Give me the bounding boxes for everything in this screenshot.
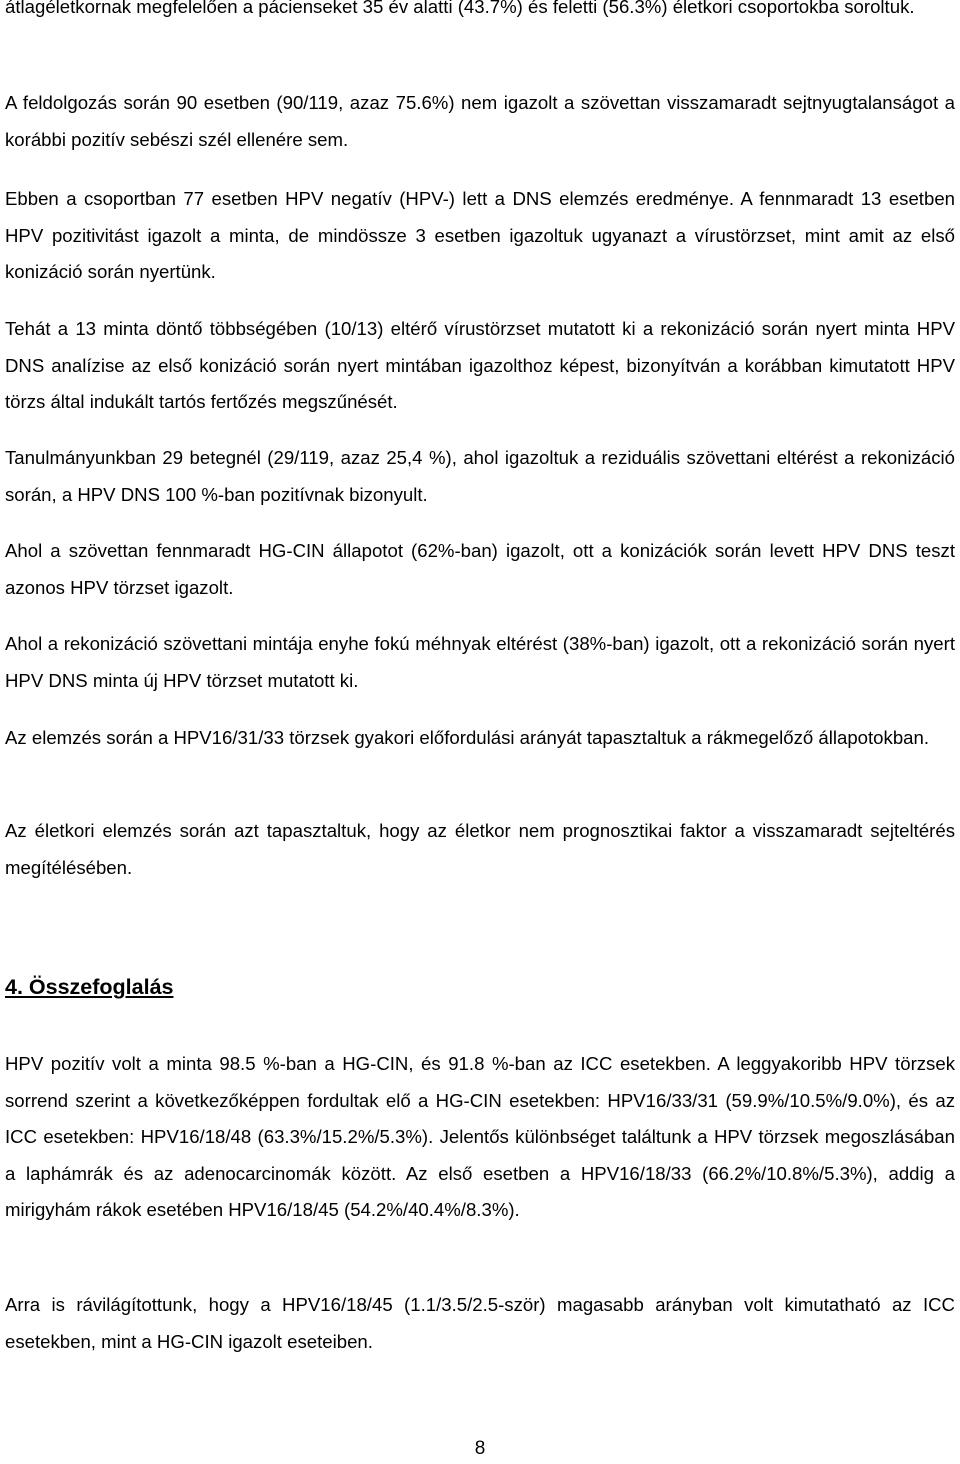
paragraph-processing: A feldolgozás során 90 esetben (90/119, azaz 75.6%) nem igazolt a szövettan visszamaradt sejtnyugtalanságot a korábbi pozitív sebészi szél ellenére sem. [5, 92, 955, 150]
paragraph-hpv-negative: Ebben a csoportban 77 esetben HPV negatív (HPV-) lett a DNS elemzés eredménye. A fennmaradt 13 esetben HPV pozitivitást igazolt a minta, de mindössze 3 esetben igazoltuk ugyanazt a vírustörzset, mint amit az első konizáció során nyertünk. [5, 188, 955, 282]
page-number: 8 [474, 1438, 486, 1459]
paragraph-age-not-prognostic: Az életkori elemzés során azt tapasztaltuk, hogy az életkor nem prognosztikai faktor a visszamaradt sejteltérés megítélésében. [5, 820, 955, 878]
paragraph-mild-lesion-new-strain: Ahol a rekonizáció szövettani mintája enyhe fokú méhnyak eltérést (38%-ban) igazolt, ott a rekonizáció során nyert HPV DNS minta új HPV törzset mutatott ki. [5, 633, 955, 691]
paragraph-age-groups: átlagéletkornak megfelelően a pácienseket 35 év alatti (43.7%) és feletti (56.3%) életkori csoportokba soroltuk. [5, 0, 915, 17]
paragraph-hg-cin-same-strain: Ahol a szövettan fennmaradt HG-CIN állapotot (62%-ban) igazolt, ott a konizációk során levett HPV DNS teszt azonos HPV törzset igazolt. [5, 540, 955, 598]
paragraph-hpv16-31-33: Az elemzés során a HPV16/31/33 törzsek gyakori előfordulási arányát tapasztaltuk a rákmegelőző állapotokban. [5, 727, 930, 748]
paragraph-summary-results: HPV pozitív volt a minta 98.5 %-ban a HG-CIN, és 91.8 %-ban az ICC esetekben. A leggyakoribb HPV törzsek sorrend szerint a következőképpen fordultak elő a HG-CIN esetekben: HPV16/33/31 (59.9%/10.5%/9.0%), és az ICC esetekben: HPV16/18/48 (63.3%/15.2%/5.3%). Jelentős különbséget találtunk a HPV törzsek megoszlásában a laphámrák és az adenocarcinomák között. Az első esetben a HPV16/18/33 (66.2%/10.8%/5.3%), addig a mirigyhám rákok esetében HPV16/18/45 (54.2%/40.4%/8.3%). [5, 1053, 955, 1220]
paragraph-residual-lesion: Tanulmányunkban 29 betegnél (29/119, azaz 25,4 %), ahol igazoltuk a reziduális szövettani eltérést a rekonizáció során, a HPV DNS 100 %-ban pozitívnak bizonyult. [5, 447, 955, 505]
paragraph-summary-icc: Arra is rávilágítottunk, hogy a HPV16/18/45 (1.1/3.5/2.5-ször) magasabb arányban volt kimutatható az ICC esetekben, mint a HG-CIN igazolt eseteiben. [5, 1294, 955, 1352]
section-heading-summary: 4. Összefoglalás [5, 975, 174, 999]
paragraph-different-strain: Tehát a 13 minta döntő többségében (10/13) eltérő vírustörzset mutatott ki a rekonizáció során nyert minta HPV DNS analízise az első konizáció során nyert mintában igazolthoz képest, bizonyítván a korábban kimutatott HPV törzs által indukált tartós fertőzés megszűnését. [5, 318, 955, 412]
